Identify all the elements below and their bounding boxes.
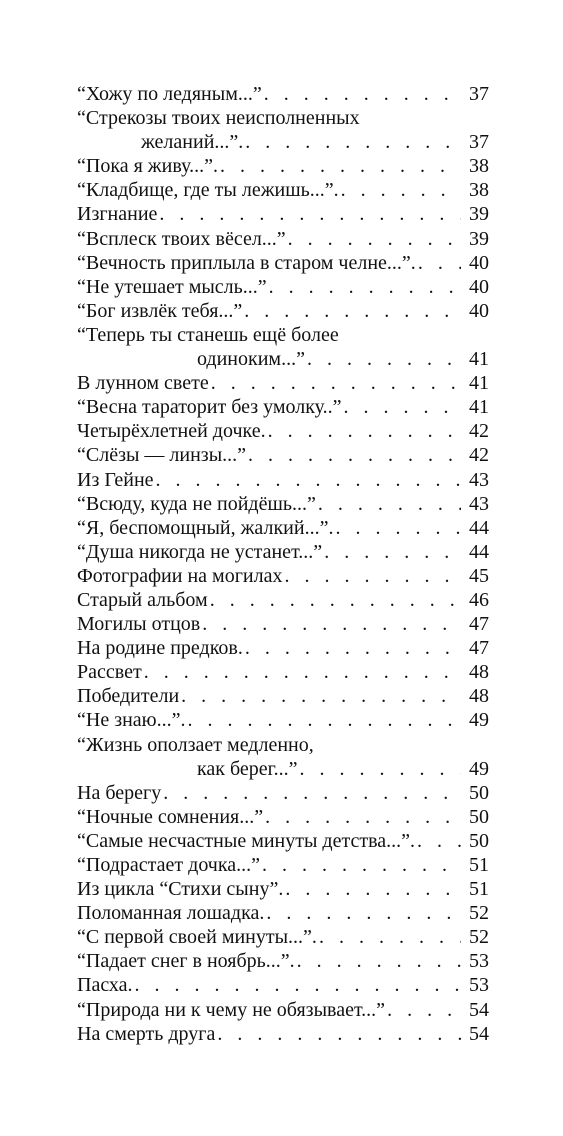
toc-line [77, 323, 489, 347]
toc-line [77, 347, 489, 371]
toc-entry [77, 516, 489, 540]
toc-entry-title: На берегу [77, 781, 162, 804]
toc-page-number: 52 [469, 902, 489, 925]
dot-leader [418, 251, 461, 275]
toc-entry [77, 323, 489, 371]
toc-entry-title: “Ночные сомнения...” [77, 805, 264, 828]
toc-page-number: 39 [469, 227, 489, 250]
toc-entry [77, 106, 489, 154]
toc-line [77, 901, 489, 925]
toc-entry-title: “Не знаю...”. [77, 709, 186, 732]
dot-leader [417, 829, 461, 853]
toc-entry [77, 492, 489, 516]
toc-entry [77, 540, 489, 564]
toc-line [77, 684, 489, 708]
toc-line [77, 82, 489, 106]
toc-entry [77, 588, 489, 612]
toc-page-number: 50 [469, 781, 489, 804]
toc-line [77, 106, 489, 130]
toc-page-number: 41 [469, 348, 489, 371]
toc-entry-title: “Бог извлёк тебя...” [77, 299, 243, 322]
toc-line [77, 805, 489, 829]
toc-line [77, 516, 489, 540]
toc-entry-title: “Падает снег в ноябрь...”. [77, 950, 295, 973]
toc-entry-title: “Кладбище, где ты лежишь...”. [77, 179, 339, 202]
toc-entry [77, 805, 489, 829]
toc-entry [77, 443, 489, 467]
toc-entry-title: “Слёзы — линзы...” [77, 444, 247, 467]
dot-leader [285, 877, 461, 901]
toc-line [77, 1022, 489, 1046]
toc-line [77, 781, 489, 805]
toc-line [77, 419, 489, 443]
toc-entry-title: “Самые несчастные минуты детства...”. [77, 829, 416, 852]
toc-line [77, 660, 489, 684]
toc-page-number: 38 [469, 179, 489, 202]
toc-entry-title: Могилы отцов [77, 613, 201, 636]
toc-entry [77, 82, 489, 106]
toc-entry-title: “Душа никогда не устанет...” [77, 540, 323, 563]
dot-leader [245, 636, 461, 660]
toc-entry [77, 684, 489, 708]
toc-entry [77, 636, 489, 660]
toc-line [77, 733, 489, 757]
toc-line [77, 130, 489, 154]
toc-line [77, 853, 489, 877]
dot-leader [135, 973, 461, 997]
toc-line [77, 829, 489, 853]
toc-entry [77, 371, 489, 395]
toc-entry [77, 227, 489, 251]
toc-entry-title: “Всюду, куда не пойдёшь...” [77, 492, 316, 515]
toc-entry [77, 925, 489, 949]
dot-leader [284, 564, 461, 588]
toc-line [77, 371, 489, 395]
dot-leader [159, 202, 461, 226]
toc-entry-title: Рассвет [77, 661, 142, 684]
toc-line [77, 708, 489, 732]
toc-page-number: 46 [469, 588, 489, 611]
toc-line [77, 468, 489, 492]
toc-entry-title: Из цикла “Стихи сыну”. [77, 878, 284, 901]
toc-line [77, 227, 489, 251]
dot-leader [319, 925, 461, 949]
toc-entry [77, 708, 489, 732]
toc-entry [77, 829, 489, 853]
toc-entry-title: как берег...” [197, 757, 298, 780]
dot-leader [264, 82, 461, 106]
toc-entry [77, 468, 489, 492]
toc-page-number: 47 [469, 637, 489, 660]
dot-leader [265, 805, 461, 829]
toc-entry-title: “Подрастает дочка...” [77, 854, 261, 876]
toc-page-number: 37 [469, 131, 489, 154]
toc-line [77, 299, 489, 323]
toc-page-number: 53 [469, 974, 489, 997]
dot-leader [211, 371, 461, 395]
toc-entry-title: Поломанная лошадка. [77, 902, 265, 925]
toc-entry [77, 564, 489, 588]
toc-entry [77, 998, 489, 1022]
toc-line [77, 925, 489, 949]
toc-entry [77, 853, 489, 877]
toc-entry-title: Победители [77, 685, 180, 708]
toc-line [77, 757, 489, 781]
toc-entry-title: “Стрекозы твоих неисполненных [77, 107, 360, 130]
toc-page-number: 47 [469, 613, 489, 636]
dot-leader [220, 154, 461, 178]
toc-entry [77, 299, 489, 323]
dot-leader [297, 949, 461, 973]
toc-page-number: 54 [469, 998, 489, 1021]
toc-line [77, 178, 489, 202]
dot-leader [245, 130, 461, 154]
toc-entry [77, 251, 489, 275]
dot-leader [269, 275, 461, 299]
toc-line [77, 564, 489, 588]
toc-entry-title: Из Гейне [77, 468, 154, 491]
toc-entry [77, 949, 489, 973]
toc-entry [77, 733, 489, 781]
toc-entry-title: “Теперь ты станешь ещё более [77, 323, 339, 346]
toc-line [77, 202, 489, 226]
toc-line [77, 636, 489, 660]
toc-entry-title: Четырёхлетней дочке. [77, 420, 266, 443]
toc-page-number: 40 [469, 275, 489, 298]
toc-line [77, 612, 489, 636]
toc-entry-title: “Весна тараторит без умолку..” [77, 396, 342, 419]
toc-entry-title: Фотографии на могилах [77, 564, 283, 587]
toc-page-number: 37 [469, 83, 489, 105]
toc-entry [77, 154, 489, 178]
toc-entry [77, 660, 489, 684]
dot-leader [266, 901, 461, 925]
toc-entry-title: “Всплеск твоих вёсел...” [77, 227, 286, 250]
toc-page-number: 40 [469, 299, 489, 322]
toc-page-number: 49 [469, 709, 489, 732]
toc-entry-title: “Природа ни к чему не обязывает...” [77, 998, 386, 1021]
dot-leader [324, 540, 461, 564]
toc-page-number: 41 [469, 396, 489, 419]
toc-page-number: 51 [469, 854, 489, 876]
toc-page-number: 49 [469, 757, 489, 780]
toc-line [77, 154, 489, 178]
table-of-contents [77, 82, 489, 1046]
dot-leader [244, 299, 461, 323]
dot-leader [307, 347, 461, 371]
toc-entry-title: Старый альбом [77, 588, 208, 611]
toc-page-number: 39 [469, 203, 489, 226]
toc-entry-title: “С первой своей минуты...”. [77, 926, 317, 949]
toc-entry-title: “Жизнь оползает медленно, [77, 733, 314, 756]
dot-leader [156, 468, 461, 492]
toc-entry [77, 973, 489, 997]
toc-page-number: 50 [469, 805, 489, 828]
dot-leader [344, 395, 461, 419]
dot-leader [210, 588, 461, 612]
toc-page-number: 43 [469, 468, 489, 491]
toc-entry [77, 419, 489, 443]
toc-page-number: 45 [469, 564, 489, 587]
dot-leader [387, 998, 461, 1022]
toc-page-number: 40 [469, 251, 489, 274]
dot-leader [335, 516, 461, 540]
toc-entry [77, 178, 489, 202]
toc-entry-title: В лунном свете [77, 372, 209, 395]
toc-line [77, 251, 489, 275]
toc-entry-title: “Пока я живу...”. [77, 155, 218, 178]
toc-page-number: 54 [469, 1022, 489, 1045]
toc-entry-title: “Не утешает мысль...” [77, 275, 267, 298]
toc-entry-title: “Я, беспомощный, жалкий...”. [77, 516, 334, 539]
toc-entry [77, 877, 489, 901]
toc-entry [77, 901, 489, 925]
toc-page-number: 42 [469, 444, 489, 467]
dot-leader [163, 781, 461, 805]
toc-entry [77, 275, 489, 299]
toc-line [77, 395, 489, 419]
toc-entry-title: На смерть друга [77, 1022, 216, 1045]
toc-line [77, 588, 489, 612]
toc-line [77, 492, 489, 516]
toc-page-number: 48 [469, 685, 489, 708]
toc-page-number: 50 [469, 829, 489, 852]
toc-entry-title: “Хожу по ледяным...” [77, 83, 262, 105]
toc-entry [77, 612, 489, 636]
toc-line [77, 949, 489, 973]
toc-line [77, 973, 489, 997]
toc-page-number: 43 [469, 492, 489, 515]
toc-entry-title: желаний...”. [141, 131, 244, 154]
toc-page-number: 42 [469, 420, 489, 443]
dot-leader [288, 227, 461, 251]
toc-line [77, 998, 489, 1022]
toc-page-number: 53 [469, 950, 489, 973]
toc-entry-title: Пасха. [77, 974, 133, 997]
toc-entry-title: “Вечность приплыла в старом челне...”. [77, 251, 416, 274]
dot-leader [318, 492, 461, 516]
toc-page-number: 44 [469, 516, 489, 539]
dot-leader [262, 853, 461, 877]
toc-page-number: 38 [469, 155, 489, 178]
toc-entry [77, 395, 489, 419]
toc-page-number: 52 [469, 926, 489, 949]
toc-line [77, 443, 489, 467]
dot-leader [248, 443, 461, 467]
toc-line [77, 877, 489, 901]
toc-entry [77, 781, 489, 805]
dot-leader [144, 660, 461, 684]
dot-leader [188, 708, 462, 732]
toc-entry-title: На родине предков. [77, 637, 243, 660]
dot-leader [217, 1022, 461, 1046]
toc-line [77, 540, 489, 564]
toc-page-number: 41 [469, 372, 489, 395]
toc-page-number: 51 [469, 878, 489, 901]
toc-entry [77, 1022, 489, 1046]
dot-leader [300, 757, 462, 781]
toc-entry-title: одиноким...” [197, 348, 305, 371]
toc-page-number: 48 [469, 661, 489, 684]
toc-line [77, 275, 489, 299]
toc-page-number: 44 [469, 540, 489, 563]
toc-entry [77, 202, 489, 226]
toc-entry-title: Изгнание [77, 203, 158, 226]
dot-leader [268, 419, 461, 443]
dot-leader [181, 684, 461, 708]
dot-leader [341, 178, 461, 202]
dot-leader [202, 612, 461, 636]
